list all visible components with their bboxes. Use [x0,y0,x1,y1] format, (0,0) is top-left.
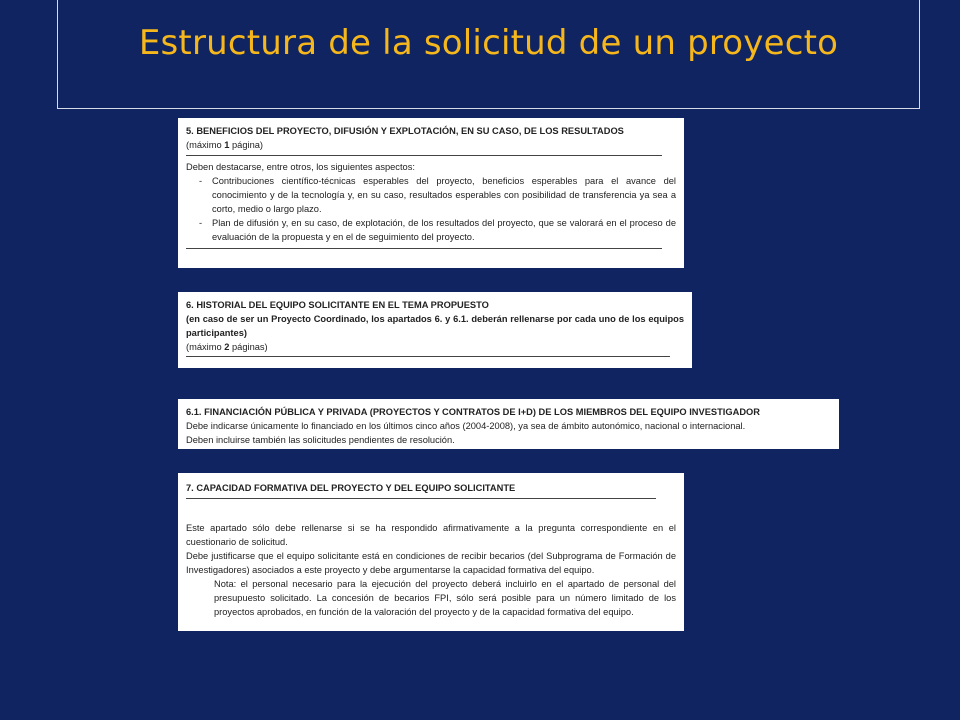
title-frame [57,0,920,109]
section-5-card [178,118,684,268]
section-7-heading: 7. CAPACIDAD FORMATIVA DEL PROYECTO Y DEL EQUIPO SOLICITANTE [186,483,516,493]
section-6-limit-number: 2 [224,342,230,352]
section-5-limit-number: 1 [224,140,230,150]
section-7-rule [186,498,656,499]
section-5-intro: Deben destacarse, entre otros, los siguientes aspectos: [186,162,415,172]
section-6-heading: 6. HISTORIAL DEL EQUIPO SOLICITANTE EN EL TEMA PROPUESTO [186,300,489,310]
section-5-bullet-1: - Contribuciones científico-técnicas esperables del proyecto, beneficios esperables para el avance del conocimiento y de la tecnología y, en su caso, resultados esperables con posibilidad de transferencia ya sea a corto, medio o largo plazo. [186,174,676,216]
section-7-card [178,473,684,631]
section-7-note: Nota: el personal necesario para la ejecución del proyecto deberá incluirlo en el apartado de personal del presupuesto solicitado. La concesión de becarios FPI, sólo será posible para un número limitado de los proyectos aprobados, en función de la valoración del proyecto y de la capacidad formativa del equipo. [214,579,676,617]
section-6-limit [186,340,684,354]
section-6-card [178,292,692,368]
section-6-1-line-1: Debe indicarse únicamente lo financiado en los últimos cinco años (2004-2008), ya sea de ámbito autonómico, nacional o internacional. [186,421,746,431]
section-5-bullet-2: - Plan de difusión y, en su caso, de explotación, de los resultados del proyecto, que se valorará en el proceso de evaluación de la propuesta y en el de seguimiento del proyecto. [186,216,676,244]
slide-title: Estructura de la solicitud de un proyecto [138,23,839,63]
section-5-limit-suffix: página) [229,140,264,150]
section-6-limit-suffix: páginas) [229,342,268,352]
section-6-1-line-2: Deben incluirse también las solicitudes pendientes de resolución. [186,435,455,445]
section-7-paragraph-1: Este apartado sólo debe rellenarse si se ha respondido afirmativamente a la pregunta correspondiente en el cuestionario de solicitud. [186,523,676,547]
section-6-rule [186,356,670,357]
section-5-rule-top [186,155,662,156]
section-5-heading: 5. BENEFICIOS DEL PROYECTO, DIFUSIÓN Y EXPLOTACIÓN, EN SU CASO, DE LOS RESULTADOS [186,126,624,136]
section-5-rule-bottom [186,248,662,249]
section-7-paragraph-2: Debe justificarse que el equipo solicitante está en condiciones de recibir becarios (del Subprograma de Formación de Investigadores) asociados a este proyecto y debe argumentarse la capacidad formativa del equipo. [186,551,676,575]
section-5-limit [186,138,676,152]
section-6-1-heading: 6.1. FINANCIACIÓN PÚBLICA Y PRIVADA (PROYECTOS Y CONTRATOS DE I+D) DE LOS MIEMBROS DEL EQUIPO INVESTIGADOR [186,407,760,417]
section-6-subheading: (en caso de ser un Proyecto Coordinado, los apartados 6. y 6.1. deberán rellenarse por cada uno de los equipos participantes) [186,314,684,338]
section-6-limit-prefix: (máximo [186,342,225,352]
section-6-1-card [178,399,839,449]
section-5-limit-prefix: (máximo [186,140,225,150]
